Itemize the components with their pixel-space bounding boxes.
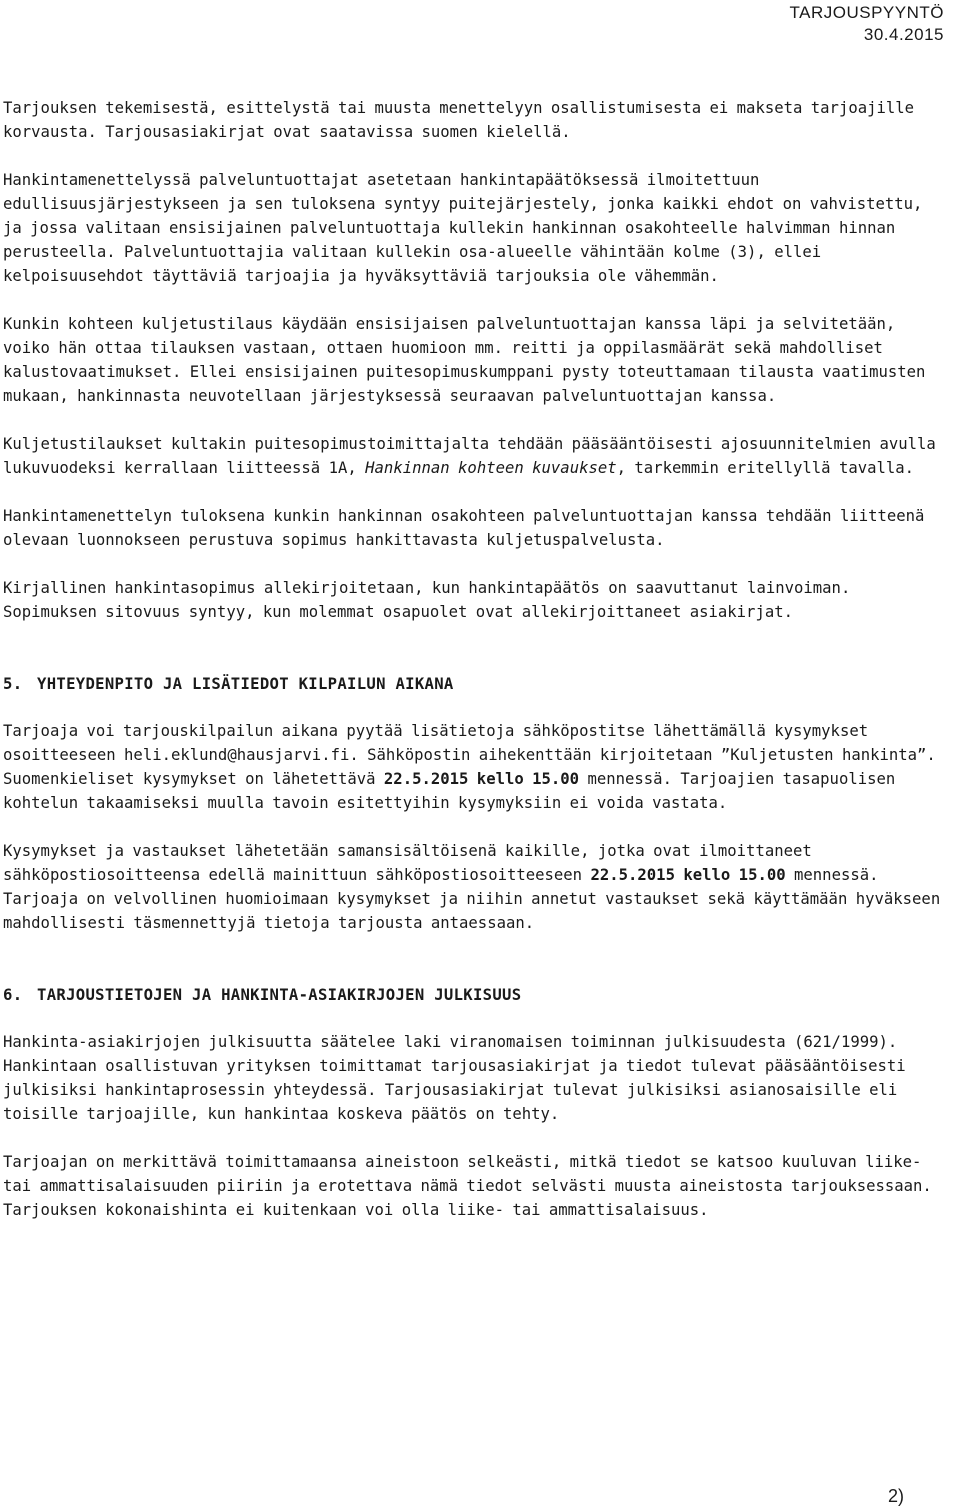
text-run: mennessä. Tarjoajien tasapuolisen kohtelun takaamiseksi muulla tavoin esitettyihin kysymyksiin ei voida vastata. bbox=[3, 770, 896, 812]
deadline: 22.5.2015 kello 15.00 bbox=[590, 866, 786, 884]
paragraph-publicity-law: Hankinta-asiakirjojen julkisuutta säätelee laki viranomaisen toiminnan julkisuudesta (621/1999). Hankintaan osallistuvan yrityksen toimittamat tarjousasiakirjat ja tiedot tulevat pääsääntöisesti julkisiksi hankintaprosessin yhteydessä. Tarjousasiakirjat tulevat julkisiksi asianosaisille eli toisille tarjoajille, kun hankintaa koskeva päätös on tehty. bbox=[3, 1033, 906, 1123]
section-number: 5. bbox=[3, 675, 23, 693]
section-title: TARJOUSTIETOJEN JA HANKINTA-ASIAKIRJOJEN JULKISUUS bbox=[37, 986, 522, 1004]
paragraph-written-contract: Kirjallinen hankintasopimus allekirjoitetaan, kun hankintapäätös on saavuttanut lainvoiman. Sopimuksen sitovuus syntyy, kun molemmat osapuolet ovat allekirjoittaneet asiakirjat. bbox=[3, 579, 851, 621]
annex-title: Hankinnan kohteen kuvaukset bbox=[365, 459, 617, 477]
paragraph-answers bbox=[3, 839, 948, 935]
text-run: , tarkemmin eritellyllä tavalla. bbox=[616, 459, 915, 477]
page-header bbox=[790, 2, 944, 46]
spacer bbox=[3, 648, 948, 672]
section-6-heading bbox=[3, 983, 948, 1007]
paragraph-transport-orders-annex bbox=[3, 432, 948, 480]
paragraph-contract-draft: Hankintamenettelyn tuloksena kunkin hankinnan osakohteen palveluntuottajan kanssa tehdään liitteenä olevaan luonnokseen perustuva sopimus hankittavasta kuljetuspalvelusta. bbox=[3, 507, 925, 549]
deadline: 22.5.2015 kello 15.00 bbox=[383, 770, 580, 788]
document-date: 30.4.2015 bbox=[863, 25, 944, 44]
paragraph-questions bbox=[3, 719, 948, 815]
section-5-heading bbox=[3, 672, 948, 696]
spacer bbox=[3, 959, 948, 983]
document-type: TARJOUSPYYNTÖ bbox=[789, 3, 944, 22]
text-run: Kuljetustilaukset kultakin puitesopimustoimittajalta tehdään pääsääntöisesti ajosuunnitelmien avulla lukuvuodeksi kerrallaan liitteessä 1A, bbox=[3, 435, 936, 477]
text-run: mennessä. Tarjoaja on velvollinen huomioimaan kysymykset ja niihin annetut vastaukset sekä käyttämään hyväkseen mahdollisesti täsmennettyjä tietoja tarjousta antaessaan. bbox=[3, 866, 941, 932]
section-title: YHTEYDENPITO JA LISÄTIEDOT KILPAILUN AIKANA bbox=[37, 675, 454, 693]
text-run: Tarjoaja voi tarjouskilpailun aikana pyytää lisätietoja sähköpostitse lähettämällä kysymykset osoitteeseen heli.eklund@hausjarvi.fi. Sähköpostin aihekenttään kirjoitetaan ”Kuljetusten hankinta”. Suomenkieliset kysymykset on lähetettävä bbox=[3, 722, 936, 788]
paragraph-compensation: Tarjouksen tekemisestä, esittelystä tai muusta menettelyyn osallistumisesta ei makseta tarjoajille korvausta. Tarjousasiakirjat ovat saatavissa suomen kielellä. bbox=[3, 99, 915, 141]
paragraph-transport-order: Kunkin kohteen kuljetustilaus käydään ensisijaisen palveluntuottajan kanssa läpi ja selvitetään, voiko hän ottaa tilauksen vastaan, ottaen huomioon mm. reitti ja oppilasmäärät sekä mahdolliset kalustovaatimukset. Ellei ensisijainen puitesopimuskumppani pysty toteuttamaan tilausta vaatimusten mukaan, hankinnasta neuvotellaan järjestyksessä seuraavan palveluntuottajan kanssa. bbox=[3, 315, 926, 405]
section-number: 6. bbox=[3, 986, 23, 1004]
paragraph-framework-agreement: Hankintamenettelyssä palveluntuottajat asetetaan hankintapäätöksessä ilmoitettuun edullisuusjärjestykseen ja sen tuloksena syntyy puitejärjestely, jonka kaikki ehdot on vahvistettu, ja jossa valitaan ensisijainen palveluntuottaja kullekin hankinnan osakohteelle halvimman hinnan perusteella. Palveluntuottajia valitaan kullekin osa-alueelle vähintään kolme (3), ellei kelpoisuusehdot täyttäviä tarjoajia ja hyväksyttäviä tarjouksia ole vähemmän. bbox=[3, 171, 923, 285]
document-body bbox=[3, 96, 948, 1246]
paragraph-trade-secrets: Tarjoajan on merkittävä toimittamaansa aineistoon selkeästi, mitkä tiedot se katsoo kuuluvan liike- tai ammattisalaisuuden piiriin ja erotettava nämä tiedot selvästi muusta aineistosta tarjouksessaan. Tarjouksen kokonaishinta ei kuitenkaan voi olla liike- tai ammattisalaisuus. bbox=[3, 1153, 932, 1219]
text-run: Kysymykset ja vastaukset lähetetään samansisältöisenä kaikille, jotka ovat ilmoittaneet sähköpostiosoitteensa edellä mainittuun sähköpostiosoitteeseen bbox=[3, 842, 812, 884]
page-number: 2) bbox=[887, 1486, 904, 1506]
